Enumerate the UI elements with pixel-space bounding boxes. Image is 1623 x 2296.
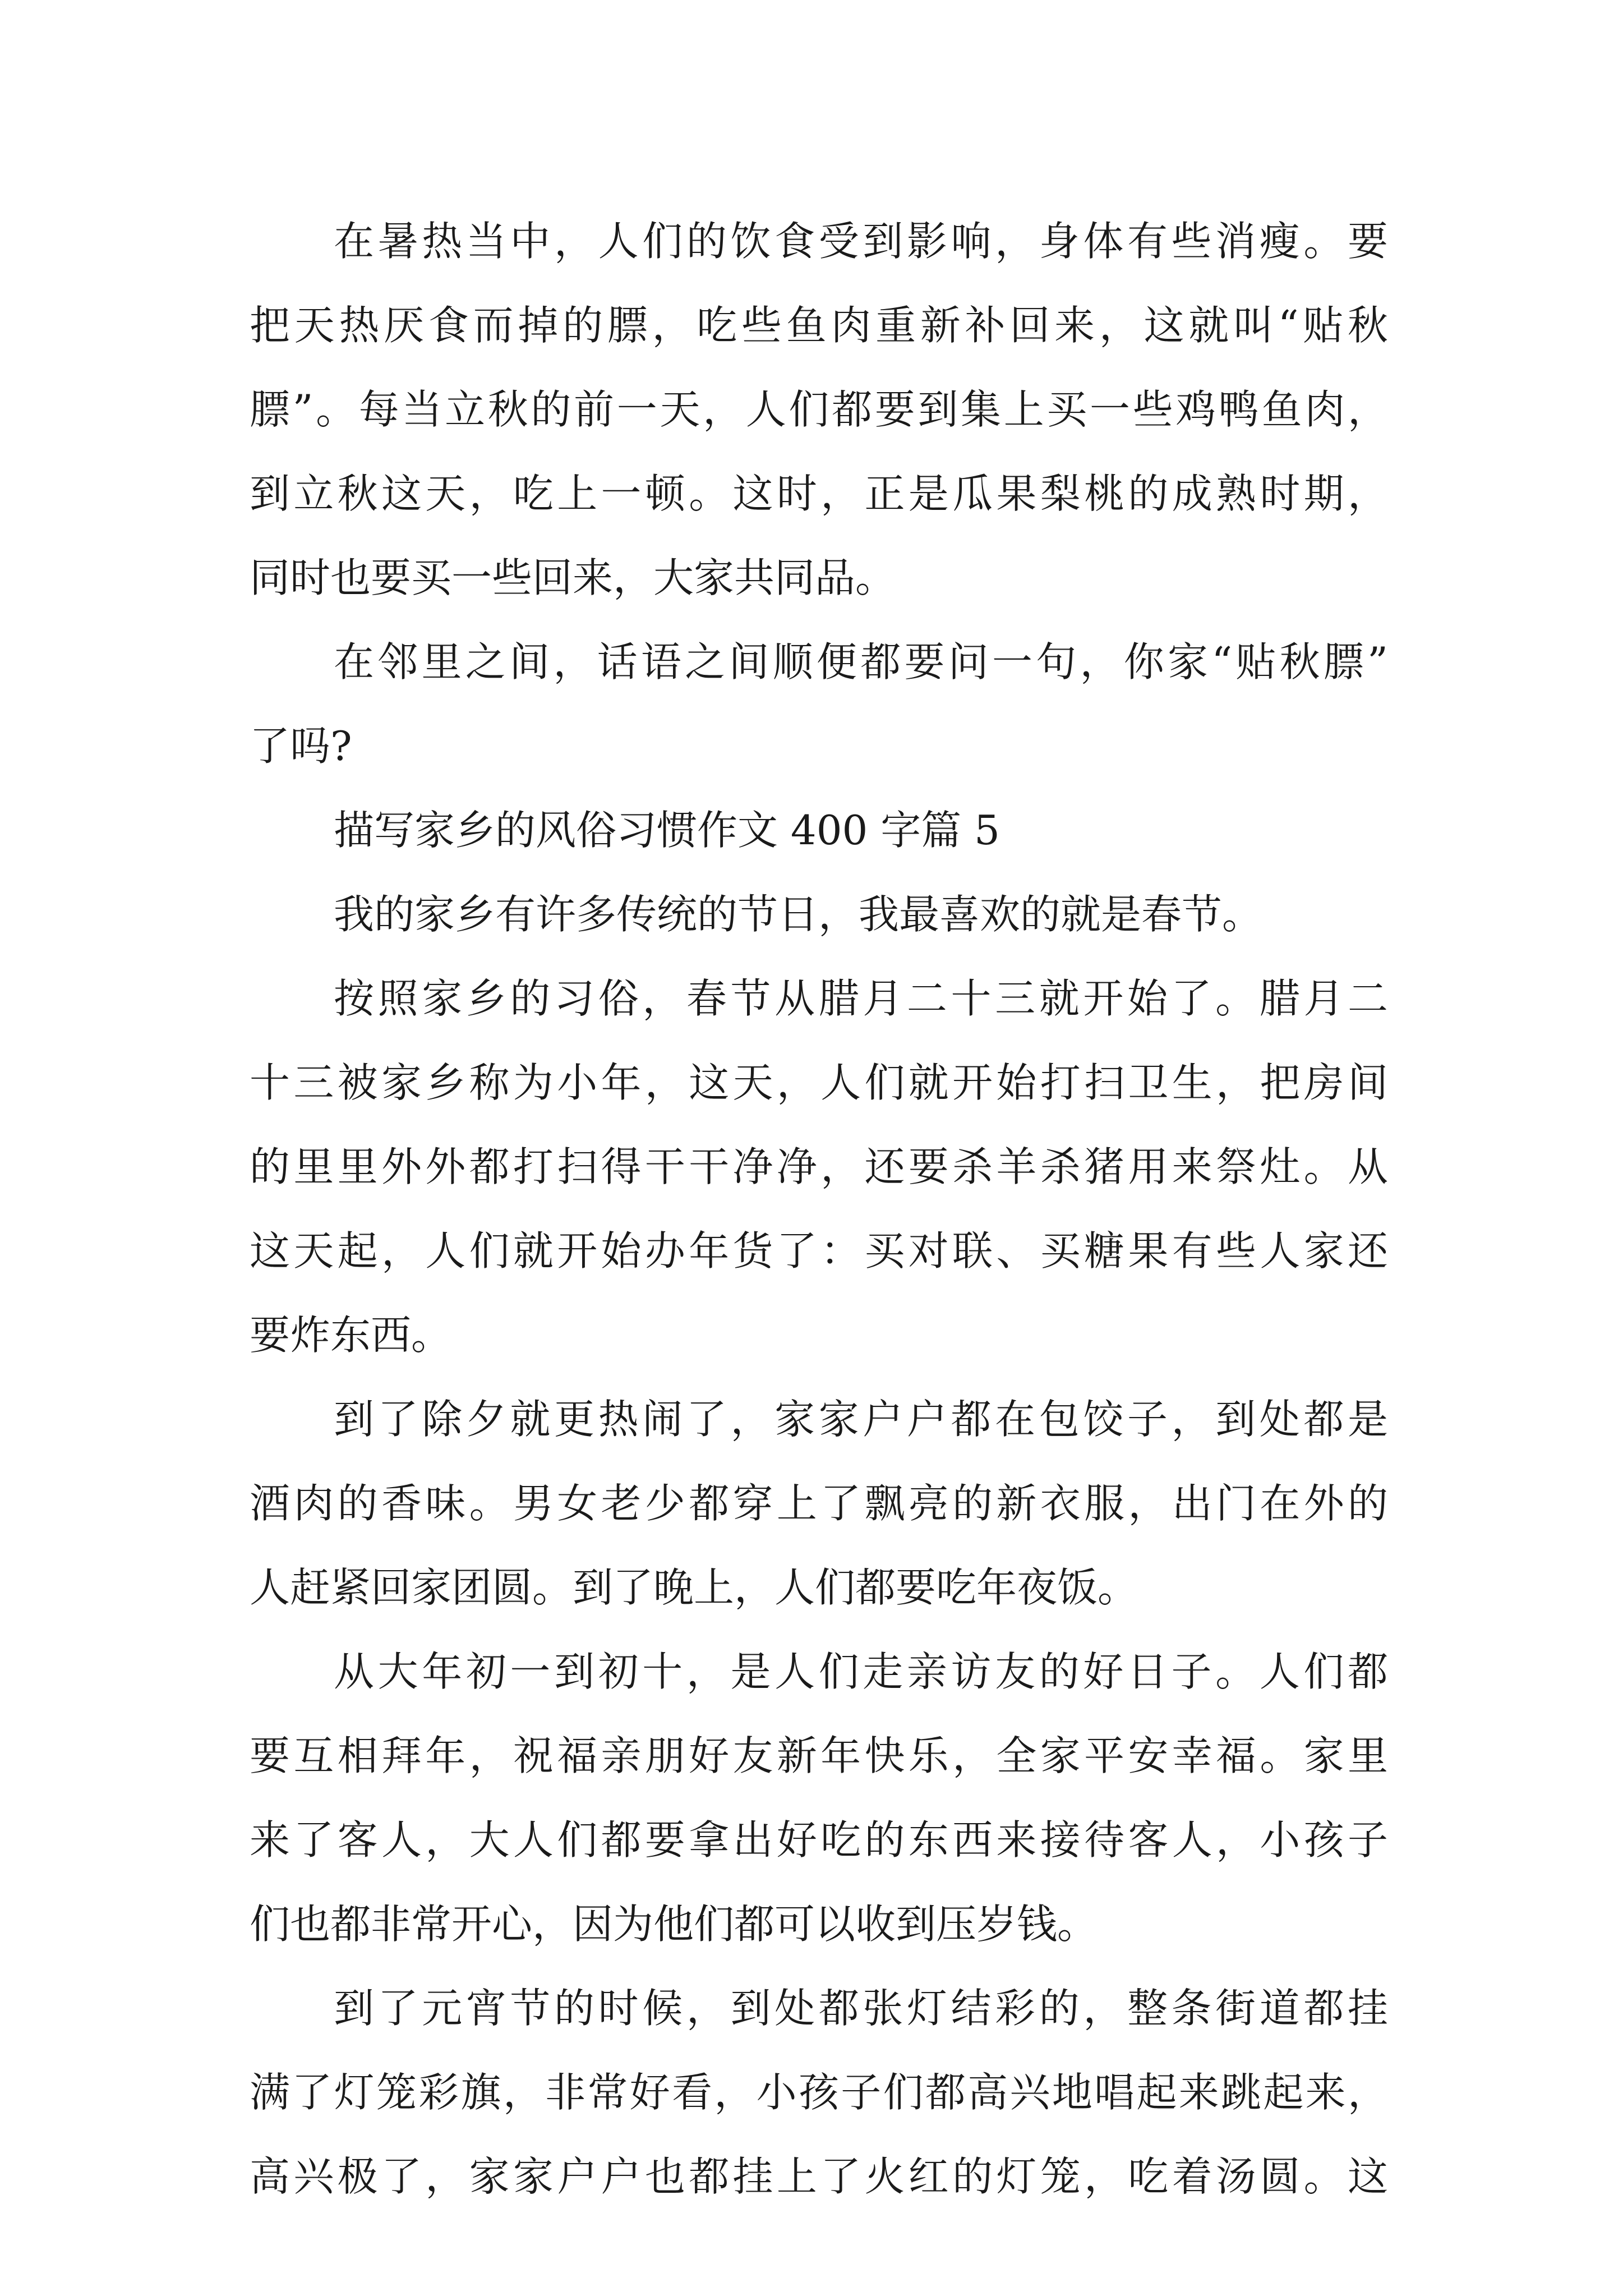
text-line: 们也都非常开心，因为他们都可以收到压岁钱。 bbox=[250, 1901, 1098, 1948]
text-line: 十三被家乡称为小年，这天，人们就开始打扫卫生，把房间 bbox=[250, 1059, 1388, 1106]
text-line: 要互相拜年，祝福亲朋好友新年快乐，全家平安幸福。家里 bbox=[250, 1732, 1388, 1779]
text-line: 按照家乡的习俗，春节从腊月二十三就开始了。腊月二 bbox=[334, 975, 1388, 1022]
text-line: 人赶紧回家团圆。到了晚上，人们都要吃年夜饭。 bbox=[250, 1564, 1138, 1611]
text-line: 同时也要买一些回来，大家共同品。 bbox=[250, 554, 896, 601]
text-line: 酒肉的香味。男女老少都穿上了飘亮的新衣服，出门在外的 bbox=[250, 1480, 1388, 1527]
text-line: 了吗? bbox=[250, 723, 352, 770]
text-line: 到立秋这天，吃上一顿。这时，正是瓜果梨桃的成熟时期， bbox=[250, 470, 1388, 517]
text-line: 这天起，人们就开始办年货了：买对联、买糖果有些人家还 bbox=[250, 1227, 1388, 1274]
text-line: 我的家乡有许多传统的节日，我最喜欢的就是春节。 bbox=[334, 891, 1263, 938]
text-line: 把天热厌食而掉的膘，吃些鱼肉重新补回来，这就叫“贴秋 bbox=[250, 302, 1388, 349]
text-line: 高兴极了，家家户户也都挂上了火红的灯笼，吃着汤圆。这 bbox=[250, 2153, 1388, 2200]
section-heading: 描写家乡的风俗习惯作文 400 字篇 5 bbox=[334, 807, 1000, 854]
text-line: 的里里外外都打扫得干干净净，还要杀羊杀猪用来祭灶。从 bbox=[250, 1143, 1388, 1190]
text-line: 到了元宵节的时候，到处都张灯结彩的，整条街道都挂 bbox=[334, 1985, 1388, 2032]
text-line: 到了除夕就更热闹了，家家户户都在包饺子，到处都是 bbox=[334, 1396, 1388, 1443]
text-line: 膘”。每当立秋的前一天，人们都要到集上买一些鸡鸭鱼肉， bbox=[250, 386, 1388, 433]
text-line: 从大年初一到初十，是人们走亲访友的好日子。人们都 bbox=[334, 1648, 1388, 1695]
text-line: 在邻里之间，话语之间顺便都要问一句，你家“贴秋膘” bbox=[334, 638, 1388, 685]
text-line: 满了灯笼彩旗，非常好看，小孩子们都高兴地唱起来跳起来， bbox=[250, 2069, 1388, 2116]
text-line: 要炸东西。 bbox=[250, 1312, 452, 1359]
text-line: 在暑热当中，人们的饮食受到影响，身体有些消瘦。要 bbox=[334, 218, 1388, 265]
text-line: 来了客人，大人们都要拿出好吃的东西来接待客人，小孩子 bbox=[250, 1816, 1388, 1864]
